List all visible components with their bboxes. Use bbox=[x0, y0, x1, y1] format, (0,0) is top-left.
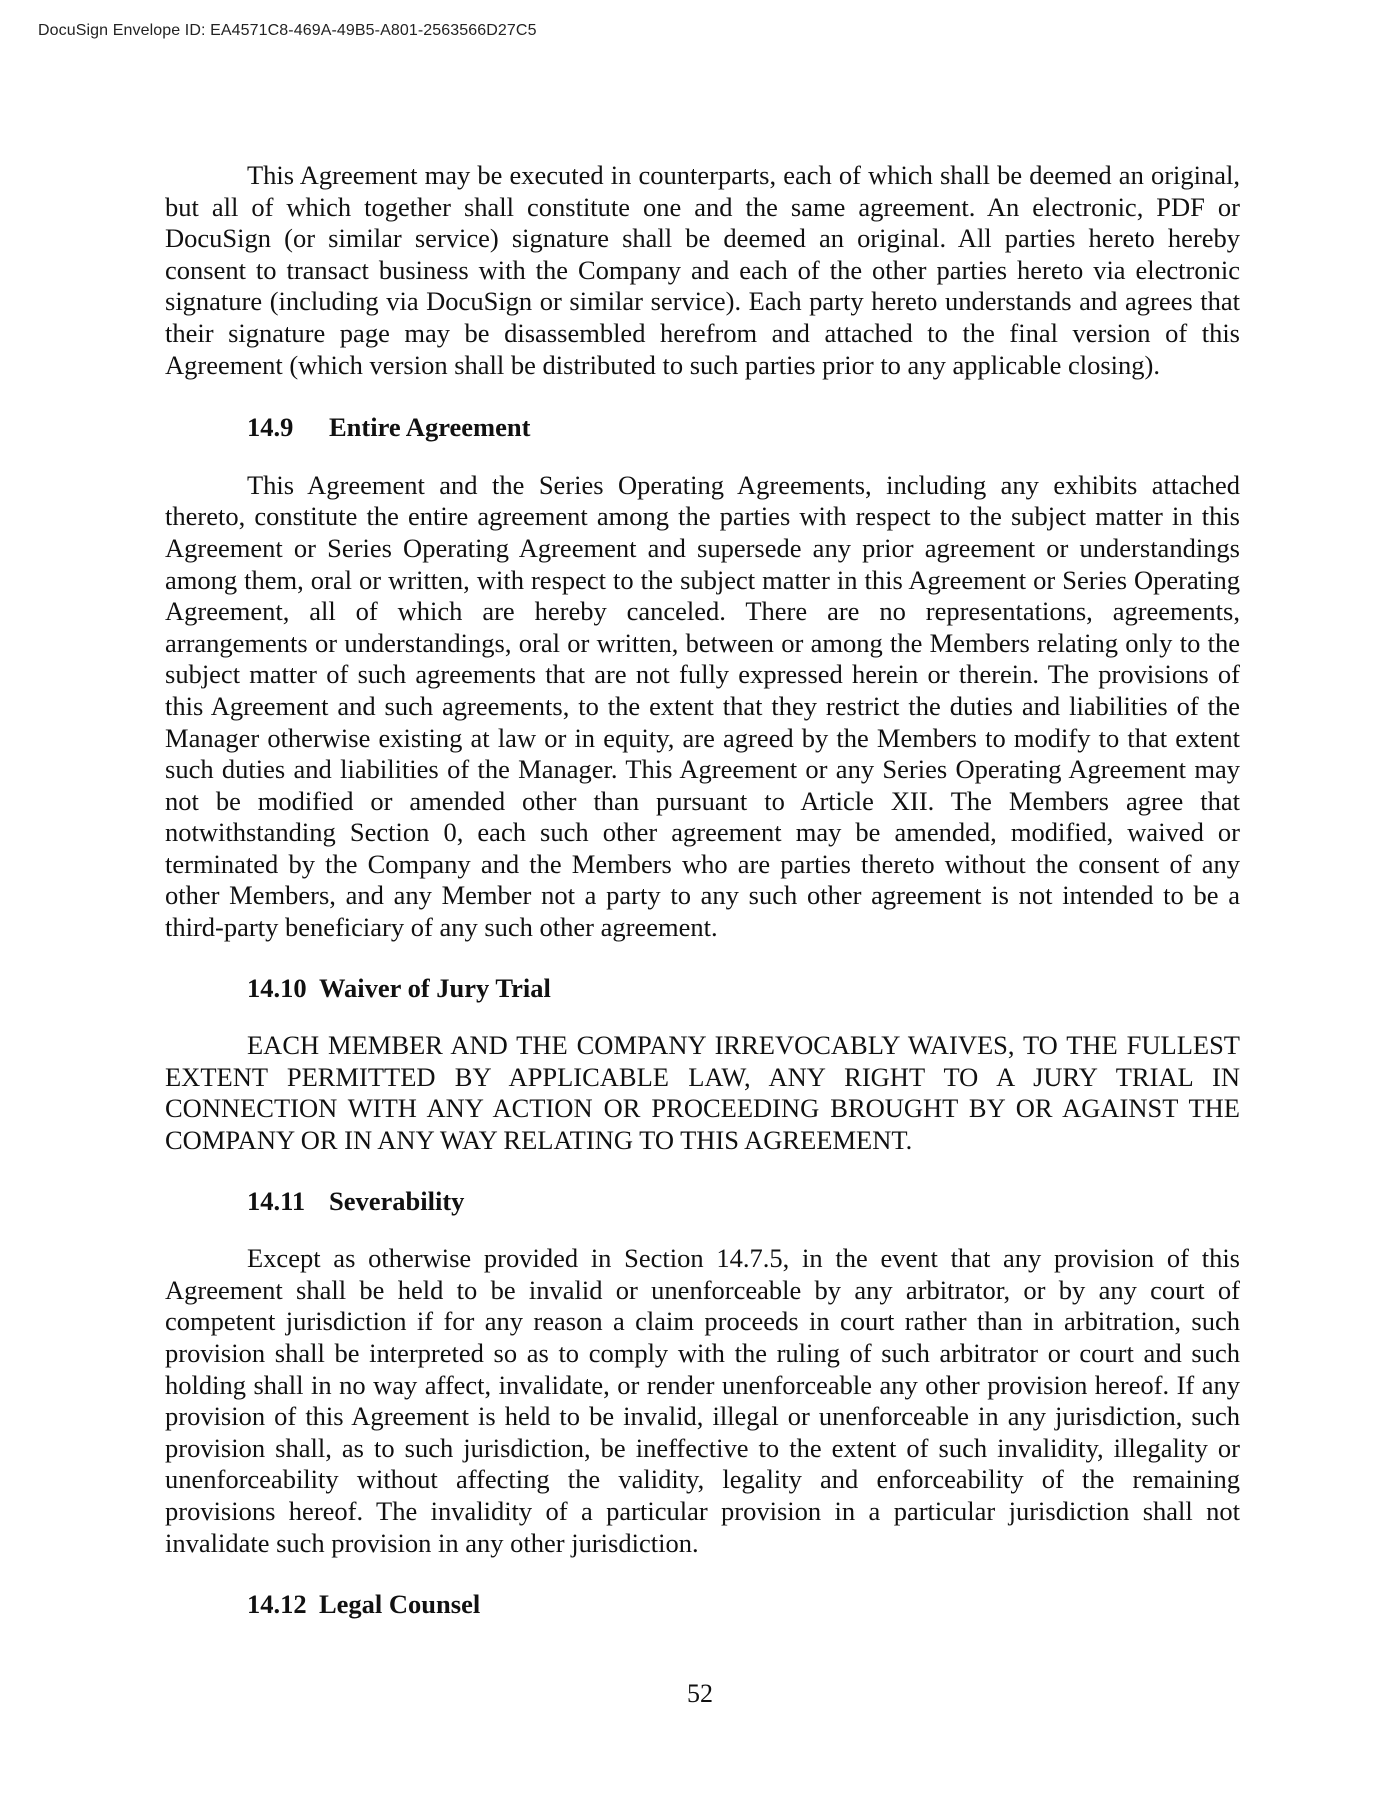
section-heading-entire-agreement bbox=[165, 412, 1240, 444]
section-heading-waiver-of-jury-trial bbox=[165, 973, 1240, 1005]
section-number: 14.10 bbox=[247, 972, 307, 1003]
page-number: 52 bbox=[687, 1679, 713, 1708]
section-number: 14.9 bbox=[247, 412, 294, 443]
waiver-of-jury-trial-paragraph: EACH MEMBER AND THE COMPANY IRREVOCABLY WAIVES, TO THE FULLEST EXTENT PERMITTED BY APPLICABLE LAW, ANY RIGHT TO A JURY TRIAL IN CONNECTION WITH ANY ACTION OR PROCEEDING BROUGHT BY OR AGAINST THE COMPANY OR IN ANY WAY RELATING TO THIS AGREEMENT. bbox=[165, 1030, 1240, 1156]
section-heading-severability bbox=[165, 1186, 1240, 1218]
document-page bbox=[165, 160, 1240, 1621]
section-heading-legal-counsel bbox=[165, 1589, 1240, 1621]
docusign-envelope-id: DocuSign Envelope ID: EA4571C8-469A-49B5-A801-2563566D27C5 bbox=[38, 22, 537, 39]
section-number: 14.12 bbox=[247, 1589, 307, 1620]
section-title: Severability bbox=[329, 1185, 465, 1216]
section-title: Entire Agreement bbox=[329, 412, 531, 443]
severability-paragraph: Except as otherwise provided in Section 14.7.5, in the event that any provision of this Agreement shall be held to be invalid or unenforceable by any arbitrator, or by any court of competent jurisdiction if for any reason a claim proceeds in court rather than in arbitration, such provision shall be interpreted so as to comply with the ruling of such arbitrator or court and such holding shall in no way affect, invalidate, or render unenforceable any other provision hereof. If any provision of this Agreement is held to be invalid, illegal or unenforceable in any jurisdiction, such provision shall, as to such jurisdiction, be ineffective to the extent of such invalidity, illegality or unenforceability without affecting the validity, legality and enforceability of the remaining provisions hereof. The invalidity of a particular provision in a particular jurisdiction shall not invalidate such provision in any other jurisdiction. bbox=[165, 1243, 1240, 1558]
entire-agreement-paragraph: This Agreement and the Series Operating Agreements, including any exhibits attached thereto, constitute the entire agreement among the parties with respect to the subject matter in this Agreement or Series Operating Agreement and supersede any prior agreement or understandings among them, oral or written, with respect to the subject matter in this Agreement or Series Operating Agreement, all of which are hereby canceled. There are no representations, agreements, arrangements or understandings, oral or written, between or among the Members relating only to the subject matter of such agreements that are not fully expressed herein or therein. The provisions of this Agreement and such agreements, to the extent that they restrict the duties and liabilities of the Manager otherwise existing at law or in equity, are agreed by the Members to modify to that extent such duties and liabilities of the Manager. This Agreement or any Series Operating Agreement may not be modified or amended other than pursuant to Article XII. The Members agree that notwithstanding Section 0, each such other agreement may be amended, modified, waived or terminated by the Company and the Members who are parties thereto without the consent of any other Members, and any Member not a party to any such other agreement is not intended to be a third-party beneficiary of any such other agreement. bbox=[165, 469, 1240, 943]
section-title: Waiver of Jury Trial bbox=[319, 972, 551, 1003]
counterparts-paragraph: This Agreement may be executed in counterparts, each of which shall be deemed an original, but all of which together shall constitute one and the same agreement. An electronic, PDF or DocuSign (or similar service) signature shall be deemed an original. All parties hereto hereby consent to transact business with the Company and each of the other parties hereto via electronic signature (including via DocuSign or similar service). Each party hereto understands and agrees that their signature page may be disassembled herefrom and attached to the final version of this Agreement (which version shall be distributed to such parties prior to any applicable closing). bbox=[165, 160, 1240, 380]
section-title: Legal Counsel bbox=[319, 1589, 481, 1620]
section-number: 14.11 bbox=[247, 1185, 306, 1216]
